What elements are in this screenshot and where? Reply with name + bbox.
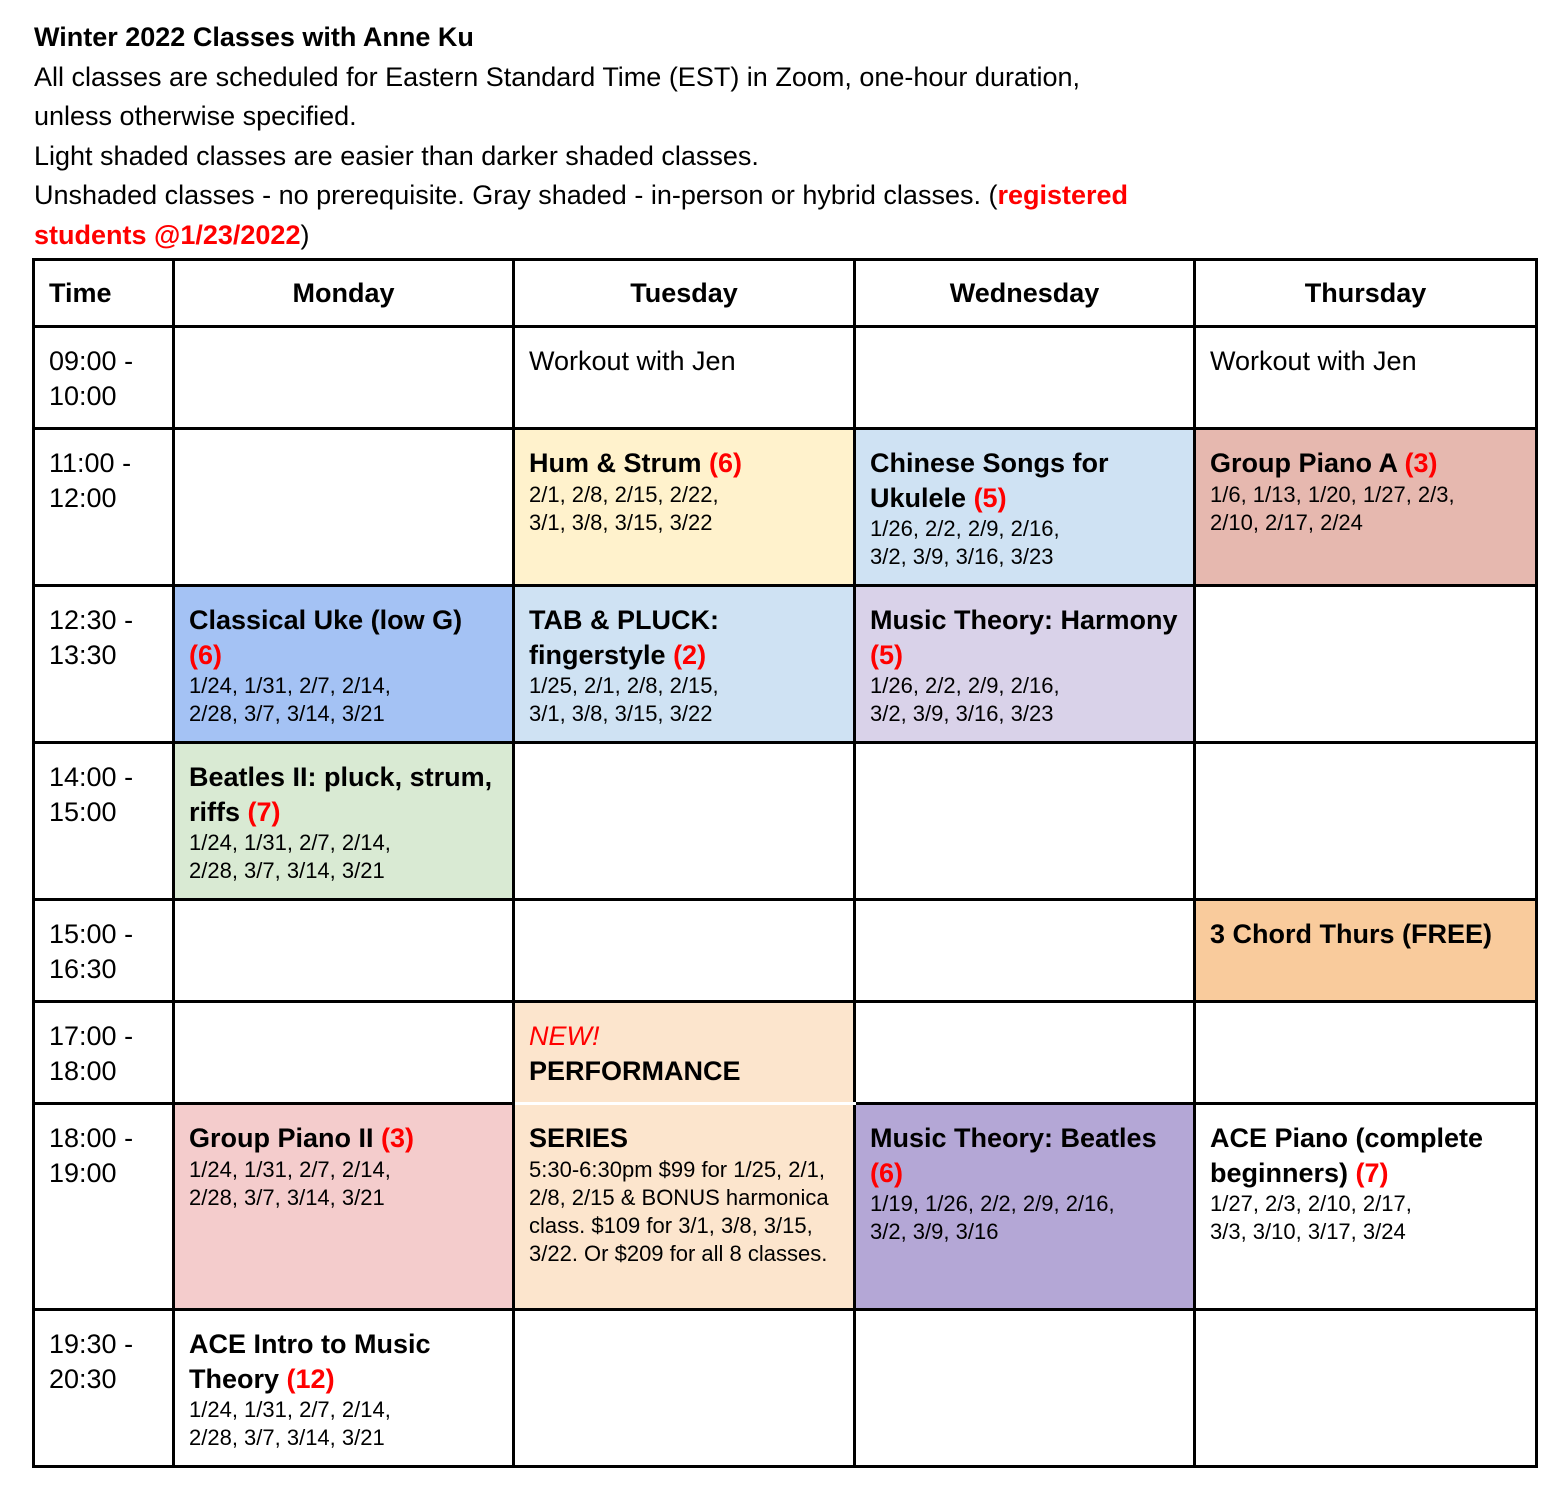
new-label: NEW! <box>529 1021 600 1051</box>
intro-text <box>34 18 1274 256</box>
registered-count: (6) <box>870 1157 903 1188</box>
workout-thursday <box>1195 327 1537 429</box>
registered-count: (12) <box>286 1363 335 1394</box>
class-ace-piano <box>1195 1104 1537 1310</box>
empty-cell <box>1195 1310 1537 1467</box>
class-group-piano-ii <box>174 1104 514 1310</box>
class-title <box>189 760 498 829</box>
row-1400 <box>34 743 1537 900</box>
header-row <box>34 260 1537 327</box>
class-dates: 1/24, 1/31, 2/7, 2/14, 2/28, 3/7, 3/14, 3/21 <box>189 673 391 726</box>
registered-count: (6) <box>189 639 222 670</box>
registered-count: (7) <box>247 796 281 827</box>
class-title <box>870 1121 1179 1190</box>
workout-label: Workout with Jen <box>1210 346 1417 376</box>
class-tab-pluck <box>514 586 855 743</box>
class-name: Music Theory: Beatles <box>870 1123 1157 1153</box>
registered-count: (2) <box>673 639 707 670</box>
class-performance-series-bottom <box>514 1104 855 1310</box>
class-title <box>1210 1121 1521 1190</box>
registered-count: (3) <box>1404 448 1438 478</box>
class-beatles-ii <box>174 743 514 900</box>
class-name: ACE Intro to Music Theory <box>189 1329 431 1394</box>
class-name: Classical Uke (low G) <box>189 605 463 635</box>
class-music-theory-harmony <box>855 586 1195 743</box>
class-performance-series-top <box>514 1002 855 1104</box>
class-name: Beatles II: pluck, strum, riffs <box>189 762 493 827</box>
registered-count: (6) <box>709 448 743 478</box>
class-ace-intro-theory <box>174 1310 514 1467</box>
class-music-theory-beatles <box>855 1104 1195 1310</box>
class-dates: 2/1, 2/8, 2/15, 2/22, 3/1, 3/8, 3/15, 3/22 <box>529 481 719 535</box>
class-dates: 1/24, 1/31, 2/7, 2/14, 2/28, 3/7, 3/14, 3/21 <box>189 1397 391 1450</box>
class-name: TAB & PLUCK: fingerstyle <box>529 605 719 670</box>
empty-cell <box>174 327 514 429</box>
class-title: 3 Chord Thurs (FREE) <box>1210 919 1492 949</box>
schedule-table <box>32 258 1538 1468</box>
class-title: PERFORMANCE <box>529 1055 741 1086</box>
class-dates: 1/19, 1/26, 2/2, 2/9, 2/16, 3/2, 3/9, 3/16 <box>870 1191 1115 1244</box>
class-group-piano-a <box>1195 429 1537 586</box>
class-title: SERIES <box>529 1123 629 1153</box>
registered-count: (5) <box>870 639 903 670</box>
header-tuesday: Tuesday <box>514 260 855 327</box>
empty-cell <box>514 900 855 1002</box>
workout-label: Workout with Jen <box>529 346 736 376</box>
class-title <box>529 446 839 481</box>
time-cell: 11:00 - 12:00 <box>34 429 174 586</box>
empty-cell <box>174 1002 514 1104</box>
header-time: Time <box>34 260 174 327</box>
registered-note: registered <box>997 180 1129 211</box>
empty-cell <box>855 1002 1195 1104</box>
empty-cell <box>174 429 514 586</box>
class-hum-strum <box>514 429 855 586</box>
time-cell: 14:00 - 15:00 <box>34 743 174 900</box>
class-name: Music Theory: Harmony <box>870 605 1178 635</box>
row-1930 <box>34 1310 1537 1467</box>
empty-cell <box>1195 586 1537 743</box>
time-cell: 18:00 - 19:00 <box>34 1104 174 1310</box>
time-cell: 19:30 - 20:30 <box>34 1310 174 1467</box>
class-name: Group Piano A <box>1210 448 1397 478</box>
empty-cell <box>514 1310 855 1467</box>
empty-cell <box>174 900 514 1002</box>
intro-line-4 <box>34 176 1274 216</box>
class-name: Hum & Strum <box>529 448 702 478</box>
page-title: Winter 2022 Classes with Anne Ku <box>34 22 474 52</box>
class-title <box>189 1327 498 1396</box>
intro-line-5-close: ) <box>300 219 310 250</box>
class-note: 5:30-6:30pm $99 for 1/25, 2/1, 2/8, 2/15 & BONUS harmonica class. $109 for 3/1, 3/8, 3/15, 3/22. Or $209 for all 8 classes. <box>529 1156 829 1266</box>
class-title <box>870 446 1179 515</box>
intro-line-2: unless otherwise specified. <box>34 101 357 132</box>
row-0900 <box>34 327 1537 429</box>
row-1230 <box>34 586 1537 743</box>
class-title <box>870 603 1179 672</box>
header-thursday: Thursday <box>1195 260 1537 327</box>
row-1500 <box>34 900 1537 1002</box>
class-dates: 1/26, 2/2, 2/9, 2/16, 3/2, 3/9, 3/16, 3/23 <box>870 516 1060 569</box>
registered-count: (5) <box>973 482 1007 513</box>
class-title <box>529 603 839 672</box>
class-name: Group Piano II <box>189 1123 374 1153</box>
empty-cell <box>855 900 1195 1002</box>
row-1800 <box>34 1104 1537 1310</box>
intro-line-3: Light shaded classes are easier than darker shaded classes. <box>34 140 759 171</box>
class-dates: 1/25, 2/1, 2/8, 2/15, 3/1, 3/8, 3/15, 3/22 <box>529 673 719 726</box>
empty-cell <box>1195 743 1537 900</box>
empty-cell <box>855 1310 1195 1467</box>
header-wednesday: Wednesday <box>855 260 1195 327</box>
registered-date-note: students @1/23/2022 <box>34 219 301 250</box>
time-cell: 12:30 - 13:30 <box>34 586 174 743</box>
class-title <box>189 1121 498 1156</box>
class-name: ACE Piano (complete beginners) <box>1210 1123 1484 1188</box>
row-1700 <box>34 1002 1537 1104</box>
class-dates: 1/24, 1/31, 2/7, 2/14, 2/28, 3/7, 3/14, 3/21 <box>189 1156 391 1210</box>
class-title <box>1210 446 1521 481</box>
class-dates: 1/26, 2/2, 2/9, 2/16, 3/2, 3/9, 3/16, 3/23 <box>870 673 1060 726</box>
time-cell: 15:00 - 16:30 <box>34 900 174 1002</box>
time-cell: 17:00 - 18:00 <box>34 1002 174 1104</box>
class-dates: 1/27, 2/3, 2/10, 2/17, 3/3, 3/10, 3/17, 3/24 <box>1210 1191 1412 1244</box>
class-classical-uke <box>174 586 514 743</box>
row-1100 <box>34 429 1537 586</box>
class-dates: 1/24, 1/31, 2/7, 2/14, 2/28, 3/7, 3/14, 3/21 <box>189 830 391 883</box>
class-3-chord-thurs <box>1195 900 1537 1002</box>
registered-count: (7) <box>1355 1157 1389 1188</box>
class-title <box>189 603 498 672</box>
empty-cell <box>1195 1002 1537 1104</box>
empty-cell <box>514 743 855 900</box>
intro-line-4-text: Unshaded classes - no prerequisite. Gray shaded - in-person or hybrid classes. ( <box>34 180 998 211</box>
empty-cell <box>855 327 1195 429</box>
empty-cell <box>855 743 1195 900</box>
time-cell: 09:00 - 10:00 <box>34 327 174 429</box>
class-name: Chinese Songs for Ukulele <box>870 448 1109 513</box>
registered-count: (3) <box>381 1123 415 1153</box>
workout-tuesday <box>514 327 855 429</box>
class-chinese-songs <box>855 429 1195 586</box>
class-dates: 1/6, 1/13, 1/20, 1/27, 2/3, 2/10, 2/17, 2/24 <box>1210 481 1455 535</box>
header-monday: Monday <box>174 260 514 327</box>
intro-line-1: All classes are scheduled for Eastern Standard Time (EST) in Zoom, one-hour duration, <box>34 61 1080 92</box>
intro-line-5 <box>34 216 1274 256</box>
